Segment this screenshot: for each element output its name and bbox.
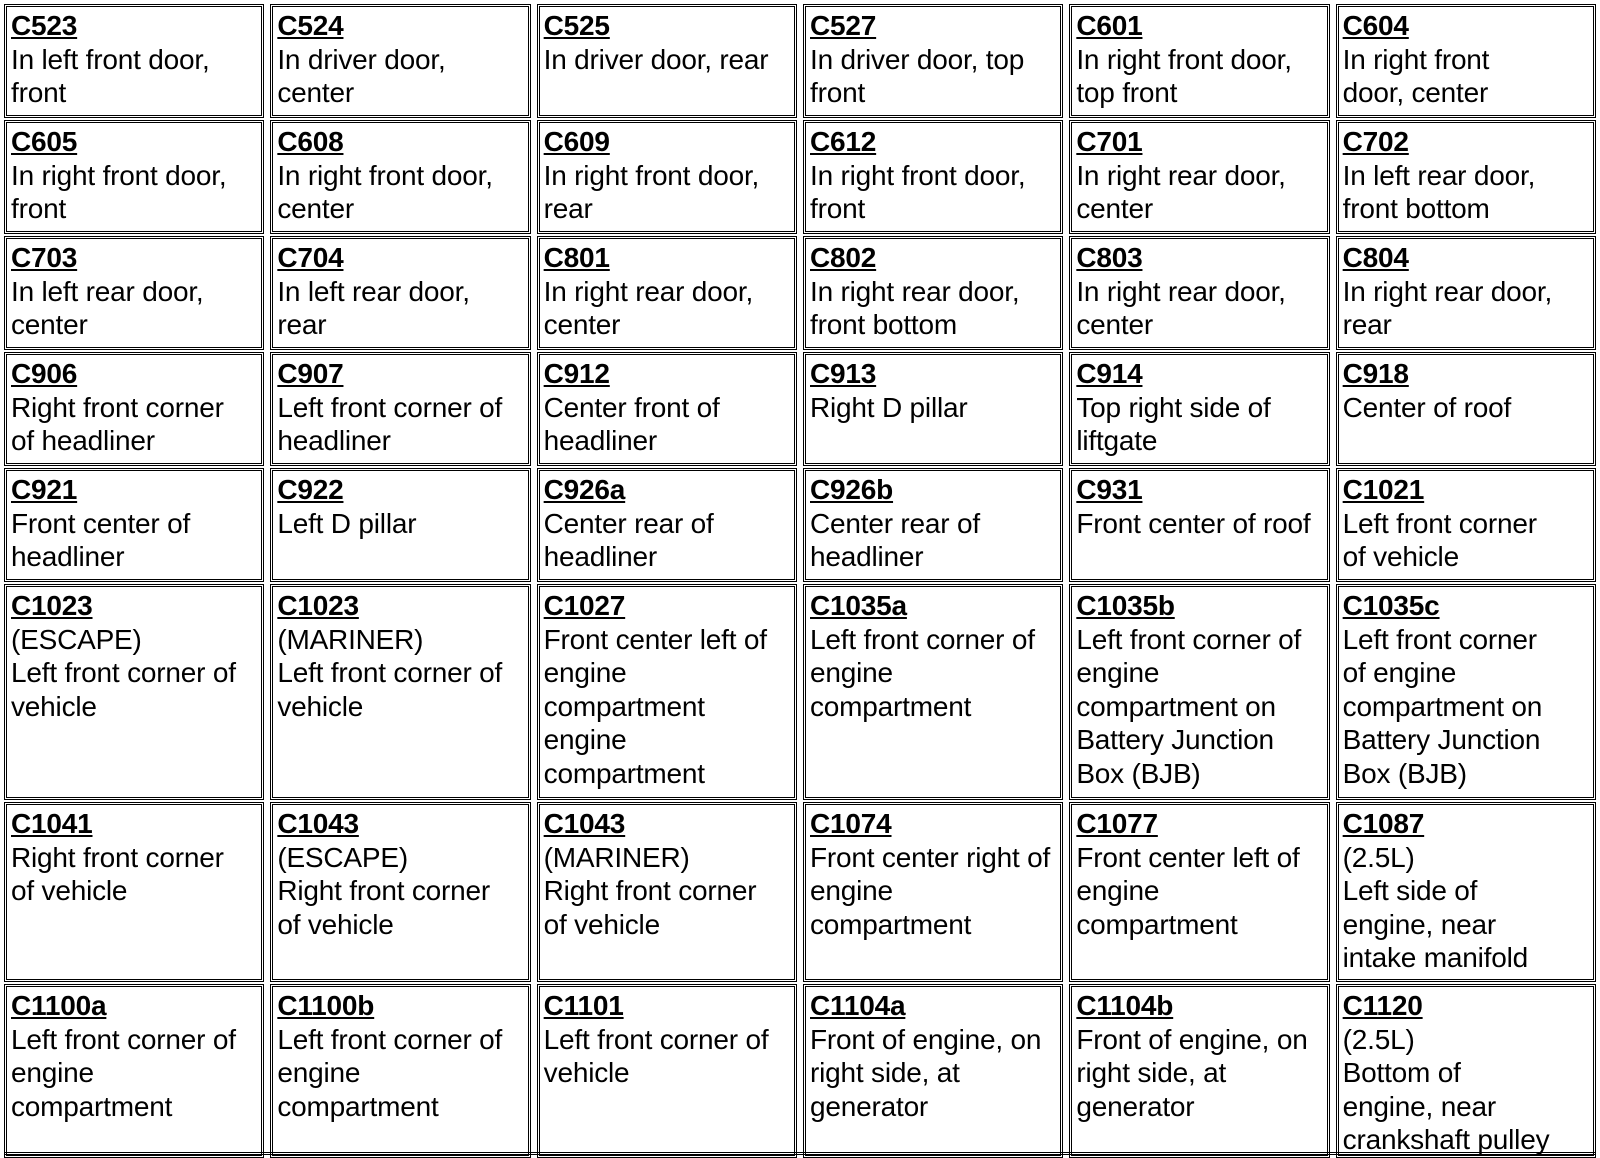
connector-cell bbox=[803, 236, 1063, 350]
connector-code: C921 bbox=[11, 474, 78, 505]
connector-code: C612 bbox=[810, 126, 877, 157]
connector-location: In right front door, center bbox=[1342, 43, 1490, 108]
connector-cell bbox=[1336, 120, 1596, 234]
connector-cell bbox=[1336, 236, 1596, 350]
connector-cell bbox=[1336, 984, 1596, 1158]
table-continuation-edge bbox=[4, 1152, 1596, 1158]
connector-location: Center rear of headliner bbox=[543, 507, 714, 572]
connector-code: C524 bbox=[277, 10, 344, 41]
connector-cell bbox=[537, 4, 797, 118]
connector-cell bbox=[1336, 4, 1596, 118]
connector-location: In right rear door, front bottom bbox=[810, 275, 1020, 340]
connector-cell bbox=[803, 352, 1063, 466]
connector-code: C906 bbox=[11, 358, 78, 389]
connector-location: In driver door, center bbox=[277, 43, 446, 108]
connector-code: C1074 bbox=[810, 808, 892, 839]
connector-location: Left front corner of vehicle bbox=[1342, 507, 1537, 572]
connector-cell bbox=[1336, 584, 1596, 800]
connector-cell bbox=[1336, 802, 1596, 982]
connector-code: C922 bbox=[277, 474, 344, 505]
connector-cell bbox=[270, 4, 530, 118]
connector-cell bbox=[1069, 984, 1329, 1158]
connector-cell bbox=[1069, 802, 1329, 982]
connector-location: Left D pillar bbox=[277, 507, 417, 539]
connector-cell bbox=[803, 4, 1063, 118]
connector-cell bbox=[4, 236, 264, 350]
connector-cell bbox=[537, 984, 797, 1158]
connector-location: (ESCAPE) Right front corner of vehicle bbox=[277, 841, 491, 940]
connector-code: C1027 bbox=[543, 590, 626, 621]
connector-location: (2.5L) Left side of engine, near intake manifold bbox=[1342, 841, 1528, 973]
connector-cell bbox=[270, 352, 530, 466]
connector-location: (ESCAPE) Left front corner of vehicle bbox=[11, 623, 236, 722]
connector-cell bbox=[803, 984, 1063, 1158]
connector-code: C704 bbox=[277, 242, 344, 273]
connector-location: Front center of roof bbox=[1076, 507, 1311, 539]
connector-cell bbox=[4, 468, 264, 582]
connector-cell bbox=[537, 584, 797, 800]
connector-location: In right front door, front bbox=[810, 159, 1026, 224]
connector-location: In right rear door, center bbox=[1076, 275, 1286, 340]
connector-location: In left rear door, center bbox=[11, 275, 204, 340]
connector-code: C702 bbox=[1342, 126, 1409, 157]
connector-code: C1104b bbox=[1076, 990, 1174, 1021]
connector-location: In right front door, center bbox=[277, 159, 493, 224]
connector-code: C802 bbox=[810, 242, 877, 273]
connector-code: C803 bbox=[1076, 242, 1143, 273]
connector-cell bbox=[270, 802, 530, 982]
connector-location: Front center right of engine compartment bbox=[810, 841, 1051, 940]
connector-cell bbox=[4, 4, 264, 118]
connector-code: C913 bbox=[810, 358, 877, 389]
connector-cell bbox=[1069, 120, 1329, 234]
connector-cell bbox=[1069, 4, 1329, 118]
connector-location: Left front corner of vehicle bbox=[543, 1023, 769, 1088]
connector-code: C1104a bbox=[810, 990, 906, 1021]
connector-location: Top right side of liftgate bbox=[1076, 391, 1271, 456]
connector-location: Front center left of engine compartment engine compartment bbox=[543, 623, 767, 789]
connector-code: C1101 bbox=[543, 990, 624, 1021]
connector-location: (2.5L) Bottom of engine, near crankshaft pulley bbox=[1342, 1023, 1550, 1155]
connector-location: Front center left of engine compartment bbox=[1076, 841, 1300, 940]
connector-location: Front center of headliner bbox=[11, 507, 191, 572]
connector-location: In left front door, front bbox=[11, 43, 210, 108]
connector-location: Center rear of headliner bbox=[810, 507, 980, 572]
connector-cell bbox=[1069, 468, 1329, 582]
connector-code: C918 bbox=[1342, 358, 1409, 389]
connector-cell bbox=[803, 802, 1063, 982]
connector-code: C525 bbox=[543, 10, 610, 41]
connector-location: In right front door, rear bbox=[543, 159, 760, 224]
connector-code: C609 bbox=[543, 126, 610, 157]
connector-location: Right D pillar bbox=[810, 391, 968, 423]
connector-code: C1077 bbox=[1076, 808, 1158, 839]
connector-cell bbox=[4, 352, 264, 466]
connector-cell bbox=[4, 584, 264, 800]
connector-location: Right front corner of headliner bbox=[11, 391, 224, 456]
connector-code: C701 bbox=[1076, 126, 1143, 157]
connector-cell bbox=[803, 120, 1063, 234]
connector-code: C1043 bbox=[543, 808, 626, 839]
connector-cell bbox=[4, 802, 264, 982]
connector-location: In left rear door, front bottom bbox=[1342, 159, 1536, 224]
connector-cell bbox=[270, 120, 530, 234]
connector-location: In right front door, top front bbox=[1076, 43, 1292, 108]
connector-code: C1120 bbox=[1342, 990, 1423, 1021]
connector-cell bbox=[803, 468, 1063, 582]
connector-location: Front of engine, on right side, at generator bbox=[1076, 1023, 1308, 1122]
connector-location: Left front corner of engine compartment on Battery Junction Box (BJB) bbox=[1076, 623, 1302, 789]
connector-location: In right rear door, rear bbox=[1342, 275, 1553, 340]
connector-code: C608 bbox=[277, 126, 344, 157]
connector-cell bbox=[537, 802, 797, 982]
connector-location: Left front corner of headliner bbox=[277, 391, 503, 456]
connector-cell bbox=[270, 468, 530, 582]
connector-location: In driver door, top front bbox=[810, 43, 1025, 108]
connector-location: Center of roof bbox=[1342, 391, 1512, 423]
connector-code: C926b bbox=[810, 474, 894, 505]
connector-location: Left front corner of engine compartment bbox=[277, 1023, 503, 1122]
connector-code: C914 bbox=[1076, 358, 1143, 389]
connector-code: C1035b bbox=[1076, 590, 1175, 621]
connector-cell bbox=[537, 236, 797, 350]
connector-cell bbox=[4, 120, 264, 234]
connector-cell bbox=[537, 120, 797, 234]
connector-code: C601 bbox=[1076, 10, 1143, 41]
connector-cell bbox=[537, 352, 797, 466]
connector-location: Center front of headliner bbox=[543, 391, 720, 456]
connector-location: Left front corner of engine compartment on Battery Junction Box (BJB) bbox=[1342, 623, 1543, 789]
connector-code: C912 bbox=[543, 358, 610, 389]
connector-cell bbox=[537, 468, 797, 582]
connector-cell bbox=[1336, 352, 1596, 466]
connector-code: C523 bbox=[11, 10, 78, 41]
connector-code: C801 bbox=[543, 242, 610, 273]
connector-location: (MARINER) Right front corner of vehicle bbox=[543, 841, 757, 940]
connector-location: (MARINER) Left front corner of vehicle bbox=[277, 623, 503, 722]
connector-location: In right rear door, center bbox=[543, 275, 754, 340]
connector-code: C703 bbox=[11, 242, 78, 273]
connector-code: C926a bbox=[543, 474, 626, 505]
connector-cell bbox=[270, 984, 530, 1158]
connector-cell bbox=[803, 584, 1063, 800]
connector-location: In left rear door, rear bbox=[277, 275, 470, 340]
connector-code: C907 bbox=[277, 358, 344, 389]
connector-code: C1021 bbox=[1342, 474, 1425, 505]
connector-code: C1035a bbox=[810, 590, 907, 621]
connector-location: Right front corner of vehicle bbox=[11, 841, 224, 906]
connector-code: C1035c bbox=[1342, 590, 1440, 621]
connector-code: C1100a bbox=[11, 990, 107, 1021]
connector-cell bbox=[270, 584, 530, 800]
connector-code: C804 bbox=[1342, 242, 1409, 273]
connector-cell bbox=[1069, 584, 1329, 800]
connector-location: Front of engine, on right side, at generator bbox=[810, 1023, 1042, 1122]
connector-location: Left front corner of engine compartment bbox=[11, 1023, 236, 1122]
connector-cell bbox=[1069, 352, 1329, 466]
connector-location: In right rear door, center bbox=[1076, 159, 1286, 224]
connector-cell bbox=[4, 984, 264, 1158]
connector-cell bbox=[1069, 236, 1329, 350]
connector-code: C1087 bbox=[1342, 808, 1425, 839]
connector-code: C604 bbox=[1342, 10, 1409, 41]
connector-location: In driver door, rear bbox=[543, 43, 769, 75]
connector-code: C1023 bbox=[277, 590, 359, 621]
connector-location: In right front door, front bbox=[11, 159, 227, 224]
connector-code: C1023 bbox=[11, 590, 93, 621]
connector-location: Left front corner of engine compartment bbox=[810, 623, 1035, 722]
connector-code: C1100b bbox=[277, 990, 375, 1021]
connector-location-table bbox=[4, 4, 1596, 1158]
connector-code: C931 bbox=[1076, 474, 1143, 505]
connector-code: C527 bbox=[810, 10, 877, 41]
connector-code: C1043 bbox=[277, 808, 359, 839]
connector-cell bbox=[270, 236, 530, 350]
connector-cell bbox=[1336, 468, 1596, 582]
connector-code: C605 bbox=[11, 126, 78, 157]
connector-code: C1041 bbox=[11, 808, 93, 839]
